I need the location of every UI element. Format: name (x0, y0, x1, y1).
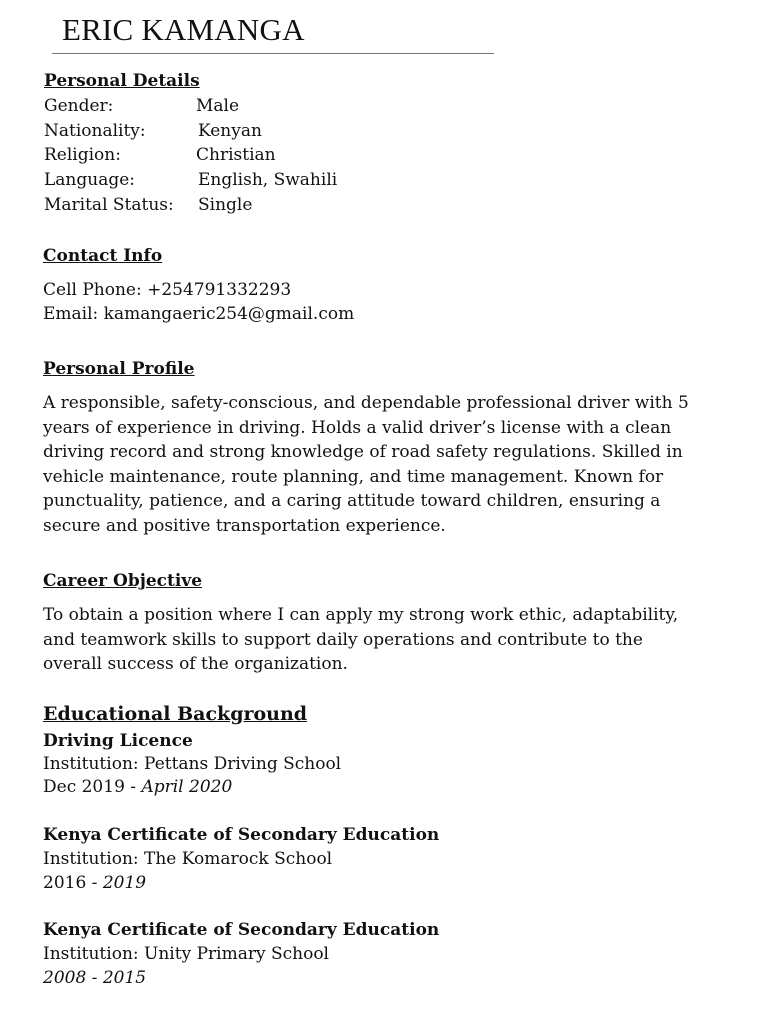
date-start: Dec 2019 - (43, 777, 142, 797)
date-end: 2019 (102, 873, 147, 893)
education-heading: Educational Background (43, 703, 308, 725)
education-entry-title: Driving Licence (43, 731, 193, 751)
religion-value: Christian (196, 145, 276, 165)
education-entry-institution: Institution: Pettans Driving School (43, 754, 342, 774)
candidate-name: ERIC KAMANGA (62, 12, 305, 47)
education-entry-dates (43, 871, 146, 895)
education-entry-dates (43, 775, 232, 799)
personal-profile-heading: Personal Profile (43, 359, 195, 379)
gender-value: Male (196, 96, 240, 116)
cell-phone: Cell Phone: +254791332293 (43, 280, 292, 300)
email: Email: kamangaeric254@gmail.com (43, 304, 355, 324)
marital-status-label: Marital Status: (44, 195, 174, 215)
date-end: April 2020 (141, 777, 233, 797)
nationality-value: Kenyan (198, 121, 262, 141)
name-underline (52, 53, 494, 54)
marital-status-value: Single (198, 195, 253, 215)
contact-info-heading: Contact Info (43, 246, 163, 266)
career-objective-text: To obtain a position where I can apply my strong work ethic, adaptability, and teamwork skills to support daily operations and contribute to the overall success of the organization. (43, 605, 679, 675)
language-value: English, Swahili (198, 170, 338, 190)
gender-label: Gender: (44, 96, 114, 116)
education-entry-institution: Institution: The Komarock School (43, 849, 333, 869)
career-objective-heading: Career Objective (43, 571, 203, 591)
language-label: Language: (44, 170, 136, 190)
religion-label: Religion: (44, 145, 121, 165)
education-entry-institution: Institution: Unity Primary School (43, 944, 329, 964)
education-entry-dates (43, 966, 146, 990)
personal-details-heading: Personal Details (44, 71, 200, 91)
nationality-label: Nationality: (44, 121, 146, 141)
education-entry-title: Kenya Certificate of Secondary Education (43, 825, 440, 845)
personal-profile-text: A responsible, safety-conscious, and dependable professional driver with 5 years of experience in driving. Holds a valid driver’s license with a clean driving record and strong knowledge of road safety regulations. Skilled in vehicle maintenance, route planning, and time management. Known for punctuality, patience, and a caring attitude toward children, ensuring a secure and positive transportation experience. (43, 393, 689, 536)
date-start: 2016 - (43, 873, 103, 893)
date-end: 2008 - 2015 (43, 968, 147, 988)
education-entry-title: Kenya Certificate of Secondary Education (43, 920, 440, 940)
